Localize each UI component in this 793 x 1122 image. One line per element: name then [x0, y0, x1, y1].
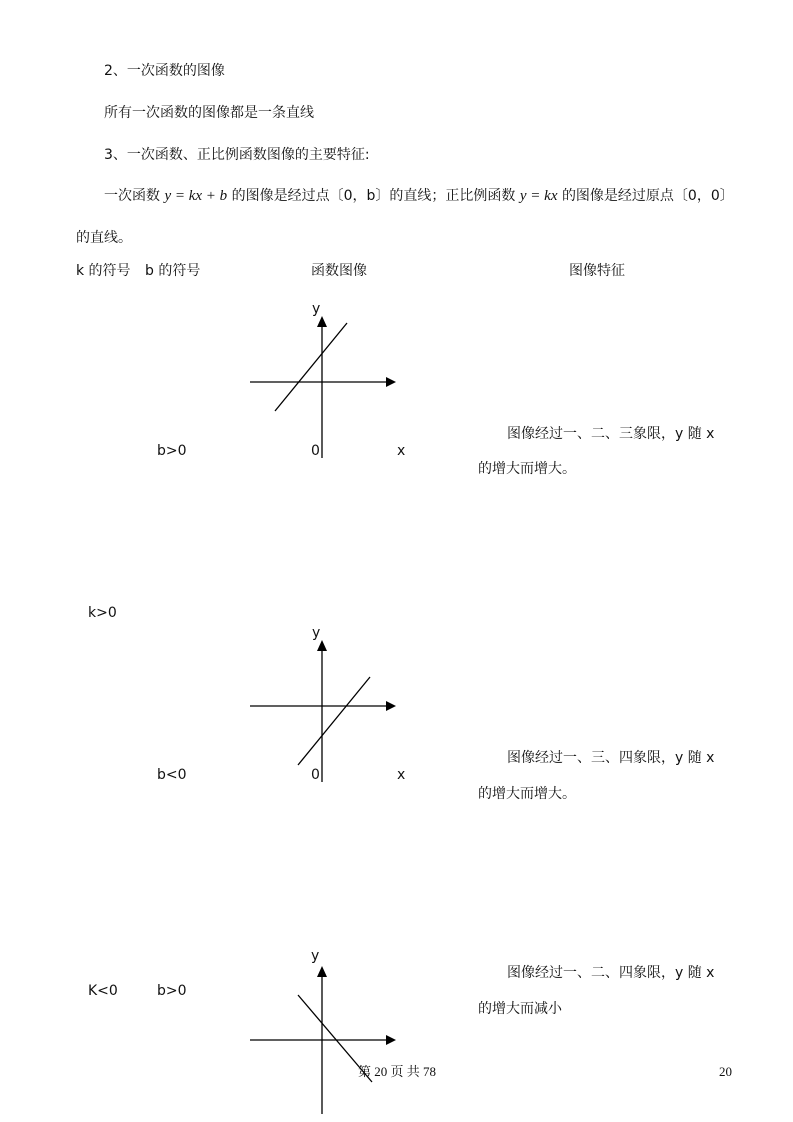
section2-statement: 所有一次函数的图像都是一条直线	[104, 105, 314, 121]
row1-origin-label: 0	[311, 443, 320, 459]
footer-page-info: 第 20 页 共 78	[358, 1064, 437, 1079]
line1-mid: 的图像是经过点〔0，b〕的直线；正比例函数	[231, 188, 516, 204]
line1-prefix: 一次函数	[104, 188, 160, 204]
header-feature: 图像特征	[569, 263, 625, 279]
row2-feature-line1: 图像经过一、三、四象限，y 随 x	[507, 750, 715, 766]
section3-line2: 的直线。	[76, 230, 132, 246]
header-graph: 函数图像	[311, 263, 367, 279]
row2-origin-label: 0	[311, 767, 320, 783]
row1-feature-line1: 图像经过一、二、三象限，y 随 x	[507, 426, 715, 442]
line1-suffix: 的图像是经过原点〔0，0〕	[561, 188, 734, 204]
row1-x-label: x	[397, 443, 406, 459]
x-axis-arrow	[386, 1035, 396, 1045]
row2-y-label: y	[312, 625, 321, 641]
section3-heading: 3、一次函数、正比例函数图像的主要特征:	[104, 147, 370, 163]
row1-b-sign: b>0	[157, 443, 187, 459]
row2-x-label: x	[397, 767, 406, 783]
row3-b-sign: b>0	[157, 983, 187, 999]
row3-feature-line2: 的增大而减小	[478, 1001, 562, 1017]
formula-proportional-function: y = kx	[519, 188, 558, 204]
header-b-sign: b 的符号	[145, 263, 201, 279]
row1-feature-line2: 的增大而增大。	[478, 461, 576, 477]
row3-feature-line1: 图像经过一、二、四象限，y 随 x	[507, 965, 715, 981]
row2-k-sign: k>0	[88, 605, 117, 621]
row2-feature-line2: 的增大而增大。	[478, 786, 576, 802]
formula-linear-function: y = kx + b	[164, 188, 228, 204]
row2-b-sign: b<0	[157, 767, 187, 783]
footer-page-number: 20	[719, 1064, 732, 1079]
header-k-sign: k 的符号	[76, 263, 131, 279]
row3-y-label: y	[311, 948, 320, 964]
y-axis-arrow	[317, 966, 327, 977]
row3-k-sign: K<0	[88, 983, 118, 999]
section2-heading: 2、一次函数的图像	[104, 63, 225, 79]
row1-y-label: y	[312, 301, 321, 317]
